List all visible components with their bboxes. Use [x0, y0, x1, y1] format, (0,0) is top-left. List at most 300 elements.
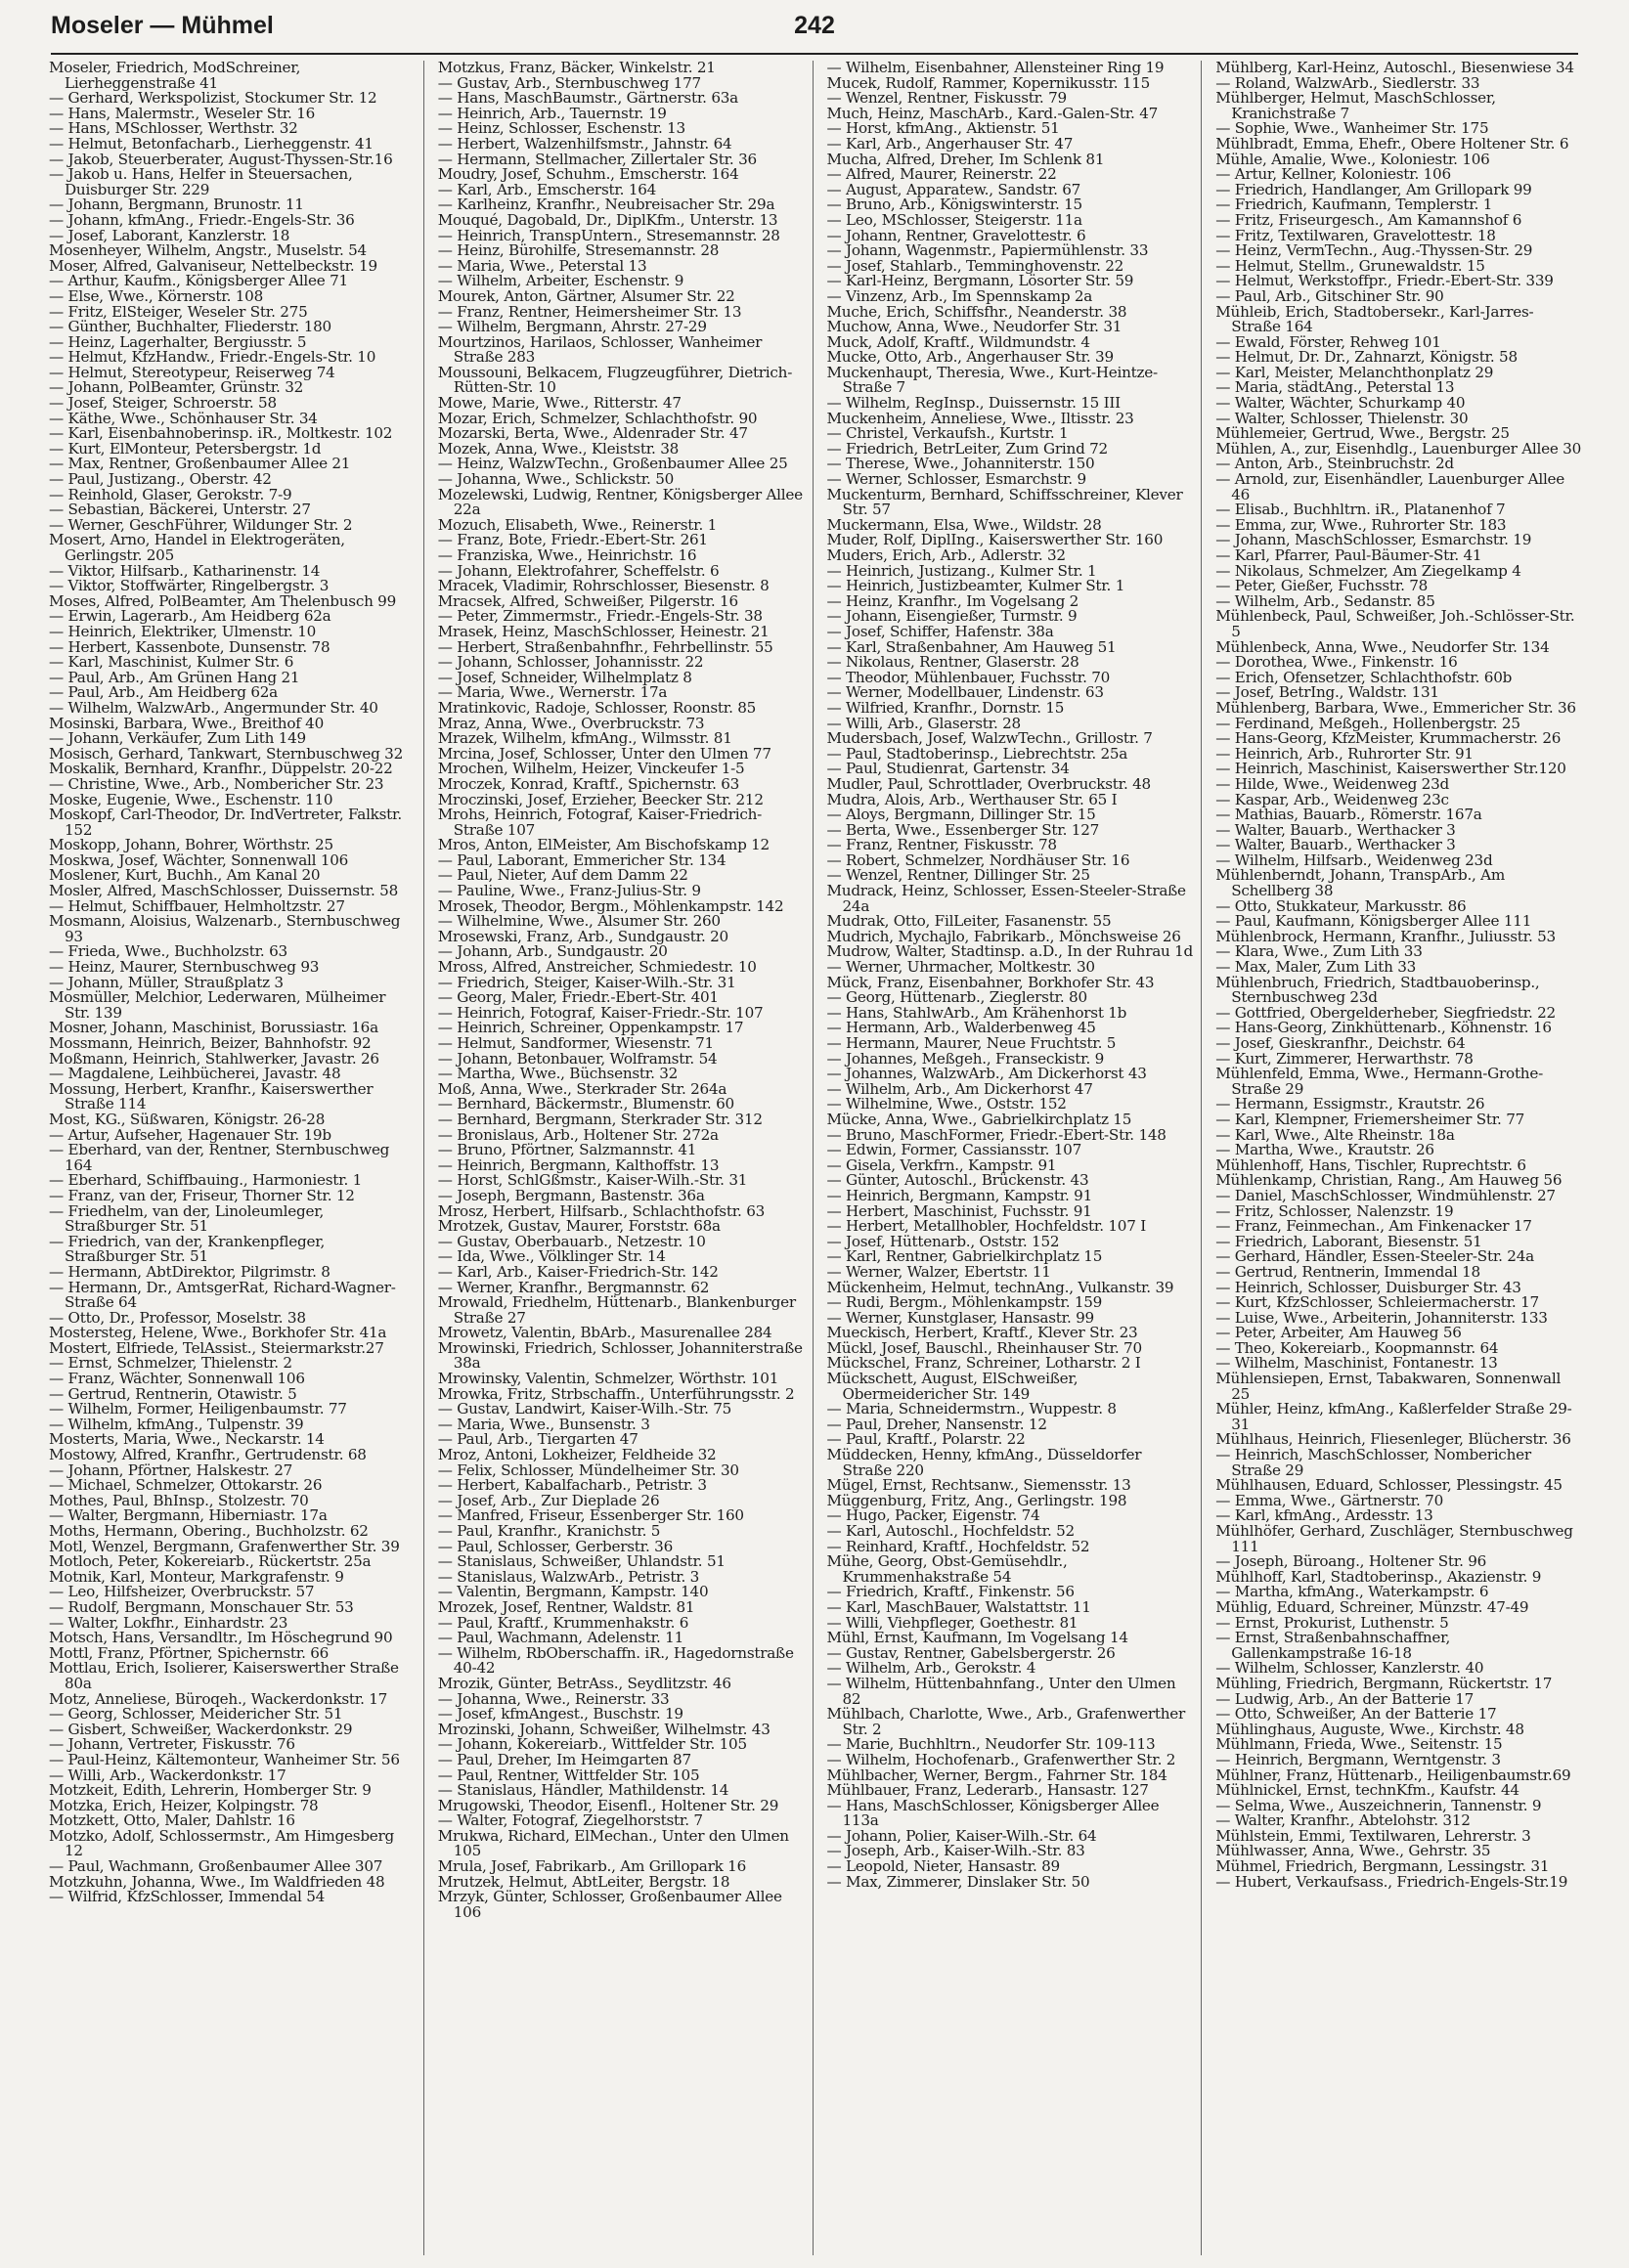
directory-entry: — Eberhard, Schiffbauing., Harmoniestr. 1: [49, 1171, 363, 1190]
directory-entry: — Georg, Maler, Friedr.-Ebert-Str. 401: [437, 988, 719, 1007]
directory-entry: — Martha, Wwe., Büchsenstr. 32: [437, 1065, 679, 1083]
directory-entry: Mühlner, Franz, Hüttenarb., Heiligenbaumstr.69: [1215, 1766, 1571, 1784]
directory-entry: Mühlenbeck, Paul, Schweißer, Joh.-Schlösser-Str. 5: [1215, 607, 1575, 640]
directory-entry: — Johanna, Wwe., Schlickstr. 50: [437, 470, 675, 489]
directory-entry: — Paul, Arb., Tiergarten 47: [437, 1430, 638, 1449]
directory-entry: Mrohs, Heinrich, Fotograf, Kaiser-Friedrich-Straße 107: [437, 806, 763, 839]
directory-entry: Mühlhoff, Karl, Stadtoberinsp., Akazienstr. 9: [1215, 1567, 1542, 1586]
directory-entry: — Daniel, MaschSchlosser, Windmühlenstr. 27: [1215, 1186, 1556, 1204]
directory-entry: — Otto, Schweißer, An der Batterie 17: [1215, 1705, 1497, 1723]
directory-entry: Much, Heinz, MaschArb., Kard.-Galen-Str. 47: [826, 104, 1159, 122]
directory-entry: — Friedrich, van der, Krankenpfleger, Straßburger Str. 51: [49, 1232, 326, 1266]
directory-entry: — Josef, Hüttenarb., Oststr. 152: [826, 1232, 1060, 1250]
directory-entry: — Johann, Elektrofahrer, Scheffelstr. 6: [437, 561, 720, 580]
directory-entry: — Karl, Meister, Melanchthonplatz 29: [1215, 363, 1494, 381]
directory-entry: Muders, Erich, Arb., Adlerstr. 32: [826, 546, 1066, 564]
directory-entry: — Gertrud, Rentnerin, Immendal 18: [1215, 1262, 1480, 1281]
directory-entry: — Fritz, Friseurgesch., Am Kamannshof 6: [1215, 210, 1522, 229]
directory-entry: — Johanna, Wwe., Reinerstr. 33: [437, 1689, 670, 1708]
directory-entry: Mühlen, A., zur, Eisenhdlg., Lauenburger Allee 30: [1215, 439, 1582, 458]
directory-entry: Mühe, Georg, Obst-Gemüsehdlr., Krummenhakstraße 54: [826, 1552, 1068, 1586]
directory-entry: Mudersbach, Josef, WalzwTechn., Grillostr. 7: [826, 729, 1153, 748]
directory-entry: Mostert, Elfriede, TelAssist., Steiermarkstr.27: [49, 1338, 384, 1357]
directory-entry: Mroczek, Konrad, Kraftf., Spichernstr. 63: [437, 774, 740, 793]
directory-entry: Motzkeit, Edith, Lehrerin, Homberger Str. 9: [49, 1781, 372, 1800]
directory-entry: Mühlbauer, Franz, Lederarb., Hansastr. 127: [826, 1781, 1149, 1800]
directory-entry: — Johann, Verkäufer, Zum Lith 149: [49, 729, 306, 748]
directory-entry: — Pauline, Wwe., Franz-Julius-Str. 9: [437, 882, 701, 900]
directory-entry: Moses, Alfred, PolBeamter, Am Thelenbusch 99: [49, 591, 397, 610]
directory-entry: — Peter, Zimmermstr., Friedr.-Engels-Str. 38: [437, 607, 763, 626]
directory-entry: — Viktor, Hilfsarb., Katharinenstr. 14: [49, 561, 321, 580]
directory-entry: — Magdalene, Leihbücherei, Javastr. 48: [49, 1065, 341, 1083]
directory-entry: Moskopp, Johann, Bohrer, Wörthstr. 25: [49, 836, 333, 854]
directory-entry: — Herbert, Metallhobler, Hochfeldstr. 107 I: [826, 1217, 1146, 1236]
directory-entry: — Willi, Arb., Wackerdonkstr. 17: [49, 1766, 286, 1784]
directory-entry: Mücke, Anna, Wwe., Gabrielkirchplatz 15: [826, 1110, 1132, 1128]
directory-entry: Mosinski, Barbara, Wwe., Breithof 40: [49, 714, 325, 732]
directory-entry: — Wilhelm, RegInsp., Duissernstr. 15 III: [826, 394, 1121, 413]
directory-entry: — Wilhelm, Hilfsarb., Weidenweg 23d: [1215, 850, 1493, 869]
directory-entry: — Franz, van der, Friseur, Thorner Str. 12: [49, 1186, 355, 1204]
directory-entry: Mudler, Paul, Schrottlader, Overbruckstr. 48: [826, 774, 1151, 793]
directory-entry: — Paul, Kaufmann, Königsberger Allee 111: [1215, 912, 1532, 931]
directory-entry: — Stanislaus, Schweißer, Uhlandstr. 51: [437, 1552, 726, 1571]
directory-entry: — Friedhelm, van der, Linoleumleger, Straßburger Str. 51: [49, 1201, 325, 1236]
directory-entry: — Johann, Arb., Sundgaustr. 20: [437, 942, 668, 961]
directory-entry: Mühlenbruch, Friedrich, Stadtbauoberinsp., Sternbuschweg 23d: [1215, 973, 1540, 1007]
directory-entry: — Johann, kfmAng., Friedr.-Engels-Str. 36: [49, 210, 355, 229]
directory-entry: — Wilhelm, Hüttenbahnfang., Unter den Ulmen 82: [826, 1674, 1176, 1708]
directory-entry: Mrosewski, Franz, Arb., Sundgaustr. 20: [437, 927, 728, 945]
directory-entry: — Wilhelm, Schlosser, Kanzlerstr. 40: [1215, 1659, 1484, 1678]
directory-entry: — Rudi, Bergm., Möhlenkampstr. 159: [826, 1293, 1103, 1312]
directory-entry: — Josef, Stahlarb., Temminghovenstr. 22: [826, 256, 1124, 275]
directory-entry: Moß, Anna, Wwe., Sterkrader Str. 264a: [437, 1079, 727, 1098]
directory-entry: Motzko, Adolf, Schlossermstr., Am Himgesberg 12: [49, 1826, 395, 1860]
directory-entry: Mozelewski, Ludwig, Rentner, Königsberger Allee 22a: [437, 485, 803, 519]
directory-entry: Muckermann, Elsa, Wwe., Wildstr. 28: [826, 515, 1102, 534]
directory-entry: — Karl, Maschinist, Kulmer Str. 6: [49, 653, 294, 672]
directory-entry: Motl, Wenzel, Bergmann, Grafenwerther Str. 39: [49, 1537, 400, 1555]
directory-entry: — Hans, StahlwArb., Am Krähenhorst 1b: [826, 1003, 1127, 1022]
directory-entry: Mraz, Anna, Wwe., Overbruckstr. 73: [437, 714, 705, 732]
directory-entry: — August, Apparatew., Sandstr. 67: [826, 180, 1081, 198]
directory-entry: — Heinrich, Elektriker, Ulmenstr. 10: [49, 622, 317, 640]
running-head-range: Moseler — Mühmel: [51, 12, 274, 39]
directory-entry: — Emma, Wwe., Gärtnerstr. 70: [1215, 1491, 1443, 1509]
directory-entry: Muckenhaupt, Theresia, Wwe., Kurt-Heintze-Straße 7: [826, 363, 1158, 397]
directory-entry: Motzkett, Otto, Maler, Dahlstr. 16: [49, 1811, 295, 1830]
directory-entry: — Hans, MSchlosser, Werthstr. 32: [49, 119, 298, 138]
directory-entry: — Ernst, Prokurist, Luthenstr. 5: [1215, 1613, 1449, 1632]
directory-entry: — Johann, Polier, Kaiser-Wilh.-Str. 64: [826, 1826, 1097, 1845]
directory-entry: Mühlbradt, Emma, Ehefr., Obere Holtener Str. 6: [1215, 134, 1569, 153]
directory-entry: — Selma, Wwe., Auszeichnerin, Tannenstr. 9: [1215, 1796, 1542, 1814]
directory-entry: Mozar, Erich, Schmelzer, Schlachthofstr. 90: [437, 409, 758, 427]
directory-entry: Mosenheyer, Wilhelm, Angstr., Muselstr. 54: [49, 241, 367, 260]
directory-entry: Mühlenberndt, Johann, TranspArb., Am Schellberg 38: [1215, 866, 1506, 900]
directory-entry: — Karl, Klempner, Friemersheimer Str. 77: [1215, 1110, 1525, 1128]
directory-entry: Mühlenbrock, Hermann, Kranfhr., Juliusstr. 53: [1215, 927, 1556, 945]
directory-entry: — Helmut, Stereotypeur, Reiserweg 74: [49, 363, 335, 381]
directory-entry: — Rudolf, Bergmann, Monschauer Str. 53: [49, 1597, 354, 1616]
directory-entry: — Hans, MaschSchlosser, Königsberger Allee 113a: [826, 1796, 1160, 1830]
directory-entry: Mühler, Heinz, kfmAng., Kaßlerfelder Straße 29-31: [1215, 1400, 1572, 1433]
directory-entry: — Erwin, Lagerarb., Am Heidberg 62a: [49, 607, 331, 626]
directory-entry: Mrowinsky, Valentin, Schmelzer, Wörthstr. 101: [437, 1370, 779, 1388]
directory-entry: — Joseph, Arb., Kaiser-Wilh.-Str. 83: [826, 1842, 1085, 1860]
directory-entry: — Viktor, Stoffwärter, Ringelbergstr. 3: [49, 577, 330, 595]
directory-entry: — Martha, Wwe., Krautstr. 26: [1215, 1141, 1434, 1159]
directory-entry: — Herbert, Walzenhilfsmstr., Jahnstr. 64: [437, 134, 732, 153]
directory-entry: — Therese, Wwe., Johanniterstr. 150: [826, 455, 1095, 473]
directory-entry: — Ernst, Schmelzer, Thielenstr. 2: [49, 1354, 292, 1373]
directory-entry: — Bernhard, Bäckermstr., Blumenstr. 60: [437, 1095, 734, 1113]
directory-entry: — Gustav, Rentner, Gabelsbergerstr. 26: [826, 1643, 1116, 1662]
directory-entry: — Walter, Wächter, Schurkamp 40: [1215, 394, 1466, 413]
directory-entry: — Eberhard, van der, Rentner, Sternbuschweg 164: [49, 1141, 390, 1174]
directory-entry: — Willi, Arb., Glaserstr. 28: [826, 714, 1021, 732]
directory-entry: Mrochen, Wilhelm, Heizer, Vinckeufer 1-5: [437, 760, 745, 778]
directory-entry: — Max, Rentner, Großenbaumer Allee 21: [49, 455, 351, 473]
directory-entry: Mühlensiepen, Ernst, Tabakwaren, Sonnenwall 25: [1215, 1370, 1562, 1403]
directory-entry: — Wilhelmine, Wwe., Oststr. 152: [826, 1095, 1067, 1113]
directory-entry: — Käthe, Wwe., Schönhauser Str. 34: [49, 409, 318, 427]
directory-entry: — Leo, MSchlosser, Steigerstr. 11a: [826, 210, 1082, 229]
directory-entry: Moskalik, Bernhard, Kranfhr., Düppelstr. 20-22: [49, 760, 393, 778]
directory-entry: — Paul, Arb., Am Heidberg 62a: [49, 683, 278, 702]
directory-entry: — Johann, MaschSchlosser, Esmarchstr. 19: [1215, 531, 1532, 549]
directory-entry: Mouqué, Dagobald, Dr., DiplKfm., Unterstr. 13: [437, 210, 778, 229]
directory-entry: — Bruno, Arb., Königswinterstr. 15: [826, 196, 1082, 214]
directory-entry: — Gerhard, Werkspolizist, Stockumer Str. 12: [49, 89, 377, 108]
directory-entry: Mrula, Josef, Fabrikarb., Am Grillopark 16: [437, 1857, 746, 1876]
directory-entry: — Else, Wwe., Körnerstr. 108: [49, 286, 263, 305]
directory-entry: — Reinhard, Kraftf., Hochfeldstr. 52: [826, 1537, 1090, 1555]
page-header: [51, 8, 1578, 55]
directory-entry: Moskopf, Carl-Theodor, Dr. IndVertreter, Falkstr. 152: [49, 806, 402, 839]
directory-entry: Mross, Alfred, Anstreicher, Schmiedestr. 10: [437, 958, 757, 977]
directory-entry: — Werner, Uhrmacher, Moltkestr. 30: [826, 958, 1095, 977]
directory-entry: Mosterts, Maria, Wwe., Neckarstr. 14: [49, 1430, 325, 1449]
directory-entry: — Maria, Wwe., Wernerstr. 17a: [437, 683, 668, 702]
directory-entry: — Johannes, Meßgeh., Franseckistr. 9: [826, 1049, 1105, 1068]
directory-entry: Moths, Hermann, Obering., Buchholzstr. 62: [49, 1522, 369, 1540]
directory-entry: — Joseph, Bergmann, Bastenstr. 36a: [437, 1186, 705, 1204]
directory-entry: Mrosek, Theodor, Bergm., Möhlenkampstr. 142: [437, 896, 784, 915]
directory-entry: Moseler, Friedrich, ModSchreiner, Lierheggenstraße 41: [49, 61, 301, 92]
directory-entry: — Johann, Müller, Straußplatz 3: [49, 973, 284, 991]
directory-entry: — Peter, Arbeiter, Am Hauweg 56: [1215, 1324, 1462, 1342]
directory-entry: — Helmut, Sandformer, Wiesenstr. 71: [437, 1034, 714, 1052]
directory-entry: — Sophie, Wwe., Wanheimer Str. 175: [1215, 119, 1489, 138]
directory-entry: — Johann, Eisengießer, Turmstr. 9: [826, 607, 1078, 626]
directory-entry: Mrozek, Josef, Rentner, Waldstr. 81: [437, 1597, 695, 1616]
directory-entry: — Karl, Arb., Kaiser-Friedrich-Str. 142: [437, 1262, 719, 1281]
directory-entry: Motnik, Karl, Monteur, Markgrafenstr. 9: [49, 1567, 344, 1586]
directory-entry: — Heinrich, Arb., Ruhrorter Str. 91: [1215, 744, 1474, 763]
directory-entry: — Paul, Kraftf., Krummenhakstr. 6: [437, 1613, 689, 1632]
directory-entry: Moske, Eugenie, Wwe., Eschenstr. 110: [49, 790, 333, 808]
directory-entry: — Hermann, Essigmstr., Krautstr. 26: [1215, 1095, 1485, 1113]
directory-entry: Muche, Erich, Schiffsfhr., Neanderstr. 38: [826, 302, 1127, 321]
directory-entry: — Wilhelm, Arbeiter, Eschenstr. 9: [437, 272, 684, 290]
directory-entry: — Wilhelm, Arb., Sedanstr. 85: [1215, 591, 1435, 610]
directory-entry: — Joseph, Büroang., Holtener Str. 96: [1215, 1552, 1487, 1571]
directory-entry: — Wilhelm, Arb., Am Dickerhorst 47: [826, 1079, 1093, 1098]
directory-entry: Mrozinski, Johann, Schweißer, Wilhelmstr. 43: [437, 1720, 770, 1738]
directory-entry: Mosler, Alfred, MaschSchlosser, Duissernstr. 58: [49, 882, 399, 900]
directory-entry: — Heinrich, Schreiner, Oppenkampstr. 17: [437, 1019, 744, 1037]
directory-entry: — Karl, kfmAng., Ardesstr. 13: [1215, 1506, 1433, 1525]
directory-entry: Mückschel, Franz, Schreiner, Lotharstr. 2 I: [826, 1354, 1141, 1373]
directory-entry: Mosisch, Gerhard, Tankwart, Sternbuschweg 32: [49, 744, 403, 763]
directory-entry: — Heinrich, Maschinist, Kaiserswerther Str.120: [1215, 760, 1566, 778]
directory-entry: Motloch, Peter, Kokereiarb., Rückertstr. 25a: [49, 1552, 372, 1571]
directory-entry: — Paul, Dreher, Im Heimgarten 87: [437, 1750, 691, 1768]
directory-entry: — Herbert, Kassenbote, Dunsenstr. 78: [49, 637, 330, 656]
directory-entry: Mroz, Antoni, Lokheizer, Feldheide 32: [437, 1446, 717, 1464]
directory-entry: — Franz, Rentner, Heimersheimer Str. 13: [437, 302, 742, 321]
directory-entry: — Fritz, ElSteiger, Weseler Str. 275: [49, 302, 308, 321]
directory-entry: — Gerhard, Händler, Essen-Steeler-Str. 24a: [1215, 1247, 1534, 1266]
directory-entry: Mostersteg, Helene, Wwe., Borkhofer Str. 41a: [49, 1324, 387, 1342]
directory-entry: Mracsek, Alfred, Schweißer, Pilgerstr. 16: [437, 591, 738, 610]
directory-entry: — Paul, Schlosser, Gerberstr. 36: [437, 1537, 673, 1555]
directory-entry: — Maria, Schneidermstrn., Wuppestr. 8: [826, 1400, 1117, 1418]
directory-entry: — Valentin, Bergmann, Kampstr. 140: [437, 1583, 709, 1601]
directory-entry: — Wilhelm, Arb., Gerokstr. 4: [826, 1659, 1036, 1678]
directory-entry: — Hugo, Packer, Eigenstr. 74: [826, 1506, 1040, 1525]
directory-entry: — Fritz, Schlosser, Nalenzstr. 19: [1215, 1201, 1454, 1220]
directory-entry: Mosner, Johann, Maschinist, Borussiastr. 16a: [49, 1019, 378, 1037]
directory-entry: Mucha, Alfred, Dreher, Im Schlenk 81: [826, 150, 1105, 168]
directory-entry: — Paul, Kraftf., Polarstr. 22: [826, 1430, 1026, 1449]
directory-entry: Muckenheim, Anneliese, Wwe., Iltisstr. 23: [826, 409, 1134, 427]
directory-entry: — Kurt, ElMonteur, Petersbergstr. 1d: [49, 439, 322, 458]
directory-entry: — Karl, Wwe., Alte Rheinstr. 18a: [1215, 1125, 1455, 1144]
directory-entry: — Josef, BetrIng., Waldstr. 131: [1215, 683, 1439, 702]
directory-entry: Moßmann, Heinrich, Stahlwerker, Javastr. 26: [49, 1049, 379, 1068]
directory-entry: Mrasek, Heinz, MaschSchlosser, Heinestr. 21: [437, 622, 770, 640]
directory-entry: — Karl-Heinz, Bergmann, Lösorter Str. 59: [826, 272, 1134, 290]
directory-entry: — Maria, Wwe., Bunsenstr. 3: [437, 1415, 650, 1433]
directory-entry: — Heinrich, Arb., Tauernstr. 19: [437, 104, 667, 122]
directory-entry: — Walter, Kranfhr., Abtelohstr. 312: [1215, 1811, 1471, 1830]
directory-entry: — Vinzenz, Arb., Im Spennskamp 2a: [826, 286, 1093, 305]
directory-entry: — Michael, Schmelzer, Ottokarstr. 26: [49, 1476, 323, 1495]
directory-entry: — Otto, Stukkateur, Markusstr. 86: [1215, 896, 1467, 915]
directory-entry: — Hermann, Dr., AmtsgerRat, Richard-Wagner-Straße 64: [49, 1278, 396, 1312]
directory-entry: — Martha, kfmAng., Waterkampstr. 6: [1215, 1583, 1489, 1601]
directory-entry: — Kurt, KfzSchlosser, Schleiermacherstr. 17: [1215, 1293, 1539, 1312]
directory-entry: Mottl, Franz, Pförtner, Spichernstr. 66: [49, 1643, 330, 1662]
directory-entry: — Sebastian, Bäckerei, Unterstr. 27: [49, 501, 311, 519]
directory-entry: — Paul, Arb., Gitschiner Str. 90: [1215, 286, 1444, 305]
directory-entry: — Karl, Autoschl., Hochfeldstr. 52: [826, 1522, 1075, 1540]
directory-entry: — Franz, Bote, Friedr.-Ebert-Str. 261: [437, 531, 708, 549]
directory-entry: — Georg, Hüttenarb., Zieglerstr. 80: [826, 988, 1087, 1007]
directory-entry: — Peter, Gießer, Fuchsstr. 78: [1215, 577, 1429, 595]
directory-entry: — Kurt, Zimmerer, Herwarthstr. 78: [1215, 1049, 1474, 1068]
page-number: 242: [794, 12, 835, 39]
directory-entry: Muckenturm, Bernhard, Schiffsschreiner, Klever Str. 57: [826, 485, 1183, 519]
directory-entry: — Josef, Schiffer, Hafenstr. 38a: [826, 622, 1054, 640]
column-4: [1215, 61, 1582, 2255]
directory-entry: — Manfred, Friseur, Essenberger Str. 160: [437, 1506, 744, 1525]
directory-entry: — Karlheinz, Kranfhr., Neubreisacher Str. 29a: [437, 196, 775, 214]
directory-entry: — Wilhelm, Bergmann, Ahrstr. 27-29: [437, 318, 707, 336]
directory-entry: — Paul-Heinz, Kältemonteur, Wanheimer Str. 56: [49, 1750, 400, 1768]
directory-entry: Mudrak, Otto, FilLeiter, Fasanenstr. 55: [826, 912, 1112, 931]
directory-entry: — Horst, SchlGßmstr., Kaiser-Wilh.-Str. 31: [437, 1171, 748, 1190]
directory-entry: Mühlhaus, Heinrich, Fliesenleger, Blücherstr. 36: [1215, 1430, 1571, 1449]
directory-entry: Mourek, Anton, Gärtner, Alsumer Str. 22: [437, 286, 735, 305]
directory-entry: — Heinz, Lagerhalter, Bergiusstr. 5: [49, 332, 307, 351]
directory-entry: — Paul, Wachmann, Adelenstr. 11: [437, 1629, 683, 1647]
directory-entry: Mrowald, Friedhelm, Hüttenarb., Blankenburger Straße 27: [437, 1293, 796, 1327]
directory-entry: — Johann, Rentner, Gravelottestr. 6: [826, 226, 1086, 244]
directory-entry: Mrowinski, Friedrich, Schlosser, Johanniterstraße 38a: [437, 1338, 803, 1373]
directory-entry: — Gustav, Oberbauarb., Netzestr. 10: [437, 1232, 706, 1250]
directory-entry: — Helmut, Betonfacharb., Lierheggenstr. 41: [49, 134, 374, 153]
directory-entry: — Franz, Wächter, Sonnenwall 106: [49, 1370, 305, 1388]
directory-entry: Mudra, Alois, Arb., Werthauser Str. 65 I: [826, 790, 1118, 808]
directory-entry: Mühlenbeck, Anna, Wwe., Neudorfer Str. 134: [1215, 637, 1550, 656]
directory-entry: — Günter, Autoschl., Brückenstr. 43: [826, 1171, 1089, 1190]
directory-entry: — Josef, Steiger, Schroerstr. 58: [49, 394, 277, 413]
directory-entry: — Paul, Arb., Am Grünen Hang 21: [49, 668, 300, 686]
directory-entry: Mrowetz, Valentin, BbArb., Masurenallee 284: [437, 1324, 772, 1342]
directory-entry: — Nikolaus, Schmelzer, Am Ziegelkamp 4: [1215, 561, 1521, 580]
directory-entry: — Wilhelm, Former, Heiligenbaumstr. 77: [49, 1400, 347, 1418]
directory-entry: — Bruno, Pförtner, Salzmannstr. 41: [437, 1141, 697, 1159]
directory-entry: Mucke, Otto, Arb., Angerhauser Str. 39: [826, 348, 1114, 367]
directory-entry: Mrukwa, Richard, ElMechan., Unter den Ulmen 105: [437, 1826, 789, 1860]
directory-entry: — Johann, PolBeamter, Grünstr. 32: [49, 378, 304, 397]
directory-entry: Mühlinghaus, Auguste, Wwe., Kirchstr. 48: [1215, 1720, 1524, 1738]
directory-entry: — Johann, Bergmann, Brunostr. 11: [49, 196, 304, 214]
directory-entry: Mühlenhoff, Hans, Tischler, Ruprechtstr. 6: [1215, 1156, 1526, 1174]
directory-entry: Mudrich, Mychajlo, Fabrikarb., Mönchsweise 26: [826, 927, 1181, 945]
directory-entry: — Helmut, Dr. Dr., Zahnarzt, Königstr. 58: [1215, 348, 1518, 367]
directory-entry: — Artur, Aufseher, Hagenauer Str. 19b: [49, 1125, 331, 1144]
directory-entry: Mosmann, Aloisius, Walzenarb., Sternbuschweg 93: [49, 912, 401, 945]
directory-entry: Mühlwasser, Anna, Wwe., Gehrstr. 35: [1215, 1842, 1491, 1860]
directory-entry: Mosert, Arno, Handel in Elektrogeräten, Gerlingstr. 205: [49, 531, 345, 564]
directory-entry: Mros, Anton, ElMeister, Am Bischofskamp 12: [437, 836, 770, 854]
directory-entry: Mühmel, Friedrich, Bergmann, Lessingstr. 31: [1215, 1857, 1550, 1876]
directory-entry: Mühlmann, Frieda, Wwe., Seitenstr. 15: [1215, 1735, 1503, 1754]
directory-entry: — Franziska, Wwe., Heinrichstr. 16: [437, 546, 697, 564]
directory-entry: — Paul, Studienrat, Gartenstr. 34: [826, 760, 1070, 778]
directory-entry: — Karl, Arb., Angerhauser Str. 47: [826, 134, 1074, 153]
directory-entry: — Herbert, Straßenbahnfhr., Fehrbellinstr. 55: [437, 637, 773, 656]
directory-entry: Mottlau, Erich, Isolierer, Kaiserswerther Straße 80a: [49, 1659, 399, 1692]
directory-entry: — Karl, Rentner, Gabrielkirchplatz 15: [826, 1247, 1103, 1266]
directory-entry: Moussouni, Belkacem, Flugzeugführer, Dietrich-Rütten-Str. 10: [437, 363, 793, 397]
directory-entry: Muder, Rolf, DiplIng., Kaiserswerther Str. 160: [826, 531, 1164, 549]
directory-entry: — Wilhelm, kfmAng., Tulpenstr. 39: [49, 1415, 304, 1433]
directory-entry: — Helmut, Schiffbauer, Helmholtzstr. 27: [49, 896, 345, 915]
directory-entry: — Heinz, Maurer, Sternbuschweg 93: [49, 958, 320, 977]
directory-entry: Müggenburg, Fritz, Ang., Gerlingstr. 198: [826, 1491, 1127, 1509]
directory-entry: — Wilhelm, Eisenbahner, Allensteiner Ring 19: [826, 61, 1165, 76]
directory-entry: — Roland, WalzwArb., Siedlerstr. 33: [1215, 73, 1480, 92]
directory-entry: — Aloys, Bergmann, Dillinger Str. 15: [826, 806, 1096, 824]
directory-entry: Mügel, Ernst, Rechtsanw., Siemensstr. 13: [826, 1476, 1131, 1495]
directory-entry: Mühlbacher, Werner, Bergm., Fahrner Str. 184: [826, 1766, 1167, 1784]
directory-entry: — Johann, Vertreter, Fiskusstr. 76: [49, 1735, 295, 1754]
directory-entry: — Josef, Laborant, Kanzlerstr. 18: [49, 226, 290, 244]
directory-entry: — Werner, GeschFührer, Wildunger Str. 2: [49, 515, 353, 534]
directory-entry: — Walter, Lokfhr., Einhardstr. 23: [49, 1613, 288, 1632]
directory-entry: Mozuch, Elisabeth, Wwe., Reinerstr. 1: [437, 515, 718, 534]
directory-entry: Mühlbach, Charlotte, Wwe., Arb., Grafenwerther Str. 2: [826, 1705, 1185, 1738]
directory-entry: — Artur, Kellner, Koloniestr. 106: [1215, 165, 1451, 184]
directory-entry: Mühling, Friedrich, Bergmann, Rückertstr. 17: [1215, 1674, 1553, 1692]
directory-entry: Mühlenkamp, Christian, Rang., Am Hauweg 56: [1215, 1171, 1563, 1190]
directory-entry: — Hilde, Wwe., Weidenweg 23d: [1215, 774, 1449, 793]
directory-entry: Motzkuhn, Johanna, Wwe., Im Waldfrieden 48: [49, 1872, 385, 1891]
directory-entry: — Hubert, Verkaufsass., Friedrich-Engels-Str.19: [1215, 1872, 1568, 1891]
directory-entry: — Johann, Schlosser, Johannisstr. 22: [437, 653, 704, 672]
directory-entry: — Dorothea, Wwe., Finkenstr. 16: [1215, 653, 1458, 672]
directory-entry: — Arnold, zur, Eisenhändler, Lauenburger Allee 46: [1215, 470, 1565, 503]
directory-entry: — Hans, MaschBaumstr., Gärtnerstr. 63a: [437, 89, 738, 108]
directory-entry: Moslener, Kurt, Buchh., Am Kanal 20: [49, 866, 321, 885]
directory-entry: — Johannes, WalzwArb., Am Dickerhorst 43: [826, 1065, 1147, 1083]
directory-entry: Mucek, Rudolf, Rammer, Kopernikusstr. 115: [826, 73, 1151, 92]
directory-entry: — Felix, Schlosser, Mündelheimer Str. 30: [437, 1461, 739, 1479]
directory-entry: Mückl, Josef, Bauschl., Rheinhauser Str. 70: [826, 1338, 1142, 1357]
directory-entry: — Kaspar, Arb., Weidenweg 23c: [1215, 790, 1449, 808]
directory-entry: Müddecken, Henny, kfmAng., Düsseldorfer Straße 220: [826, 1446, 1142, 1479]
directory-entry: — Hermann, Stellmacher, Zillertaler Str. 36: [437, 150, 757, 168]
directory-entry: — Hans-Georg, KfzMeister, Krummacherstr. 26: [1215, 729, 1562, 748]
directory-entry: Mühlberger, Helmut, MaschSchlosser, Kranichstraße 7: [1215, 89, 1496, 122]
directory-entry: — Friedrich, Kaufmann, Templerstr. 1: [1215, 196, 1493, 214]
directory-entry: — Josef, Gieskranfhr., Deichstr. 64: [1215, 1034, 1466, 1052]
directory-entry: — Fritz, Textilwaren, Gravelottestr. 18: [1215, 226, 1496, 244]
directory-entry: — Heinz, VermTechn., Aug.-Thyssen-Str. 29: [1215, 241, 1533, 260]
directory-entry: — Bronislaus, Arb., Holtener Str. 272a: [437, 1125, 719, 1144]
directory-entry: Mroczinski, Josef, Erzieher, Beecker Str. 212: [437, 790, 764, 808]
directory-entry: — Paul, Laborant, Emmericher Str. 134: [437, 850, 726, 869]
directory-entry: Mrosz, Herbert, Hilfsarb., Schlachthofstr. 63: [437, 1201, 766, 1220]
directory-entry: — Anton, Arb., Steinbruchstr. 2d: [1215, 455, 1454, 473]
directory-entry: — Heinrich, Bergmann, Kalthoffstr. 13: [437, 1156, 720, 1174]
directory-entry: — Heinrich, TranspUntern., Stresemannstr. 28: [437, 226, 780, 244]
directory-entry: — Karl, MaschBauer, Walstattstr. 11: [826, 1597, 1091, 1616]
directory-entry: Mueckisch, Herbert, Kraftf., Klever Str. 23: [826, 1324, 1138, 1342]
directory-entry: — Hermann, Arb., Walderbenweg 45: [826, 1019, 1096, 1037]
directory-entry: — Franz, Feinmechan., Am Finkenacker 17: [1215, 1217, 1532, 1236]
directory-entry: Mück, Franz, Eisenbahner, Borkhofer Str. 43: [826, 973, 1155, 991]
directory-entry: Mossung, Herbert, Kranfhr., Kaiserswerther Straße 114: [49, 1079, 374, 1113]
directory-entry: — Christine, Wwe., Arb., Nombericher Str. 23: [49, 774, 384, 793]
directory-entry: — Theo, Kokereiarb., Koopmannstr. 64: [1215, 1338, 1499, 1357]
directory-entry: Mühlenberg, Barbara, Wwe., Emmericher Str. 36: [1215, 698, 1576, 717]
directory-entry: — Heinrich, MaschSchlosser, Nombericher Straße 29: [1215, 1446, 1531, 1479]
directory-entry: Muchow, Anna, Wwe., Neudorfer Str. 31: [826, 318, 1123, 336]
directory-entry: — Robert, Schmelzer, Nordhäuser Str. 16: [826, 850, 1130, 869]
directory-entry: — Karl, Straßenbahner, Am Hauweg 51: [826, 637, 1117, 656]
directory-entry: — Werner, Kranfhr., Bergmannstr. 62: [437, 1278, 710, 1296]
directory-entry: — Werner, Schlosser, Esmarchstr. 9: [826, 470, 1086, 489]
directory-entry: — Friedrich, BetrLeiter, Zum Grind 72: [826, 439, 1108, 458]
